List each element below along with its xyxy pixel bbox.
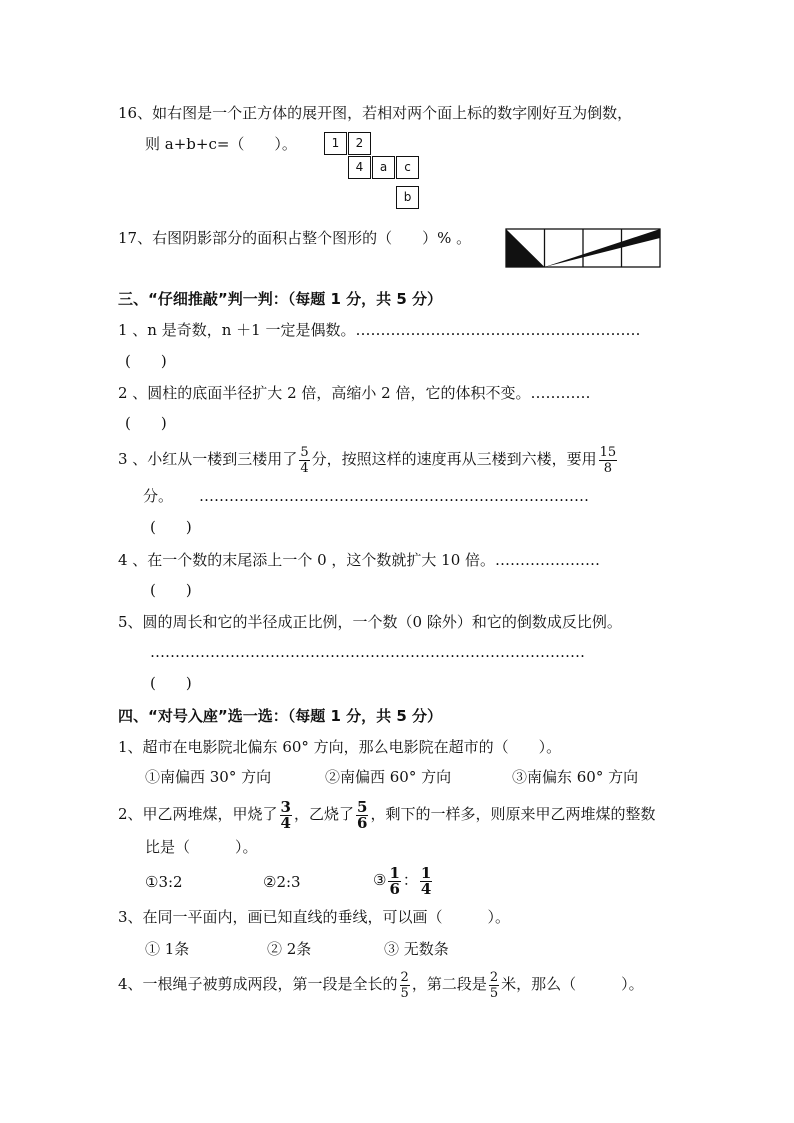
judge-text: 3 、小红从一楼到三楼用了 <box>118 450 298 468</box>
option[interactable]: ③ $\frac{1}{6}$ ： $\frac{1}{4}$ <box>373 863 432 898</box>
fraction: $\frac{15}{8}$ <box>599 444 617 476</box>
net-cell: c <box>396 156 419 179</box>
dot-leader: ………………………………………………… <box>355 321 641 339</box>
choice-q1: 1、超市在电影院北偏东 60° 方向，那么电影院在超市的（ ）。 <box>118 738 562 756</box>
judge-item-1 <box>118 320 640 340</box>
answer-bracket[interactable]: ( ) <box>125 414 167 432</box>
judge-item-3: 3 、小红从一楼到三楼用了 $\frac{5}{4}$ 分，按照这样的速度再从三楼到六楼，要用 $\frac{15}{8}$ <box>118 444 617 476</box>
answer-bracket[interactable]: ( ) <box>150 674 192 692</box>
option[interactable]: ②南偏西 60° 方向 <box>325 768 452 786</box>
net-cell: 2 <box>348 132 371 155</box>
option[interactable]: ①3:2 <box>145 873 183 891</box>
option[interactable]: ① 1条 <box>145 940 190 958</box>
choice-q2: 2、甲乙两堆煤，甲烧了 $\frac{3}{4}$ ，乙烧了 $\frac{5}{6}$ ，剩下的一样多，则原来甲乙两堆煤的整数 <box>118 797 656 832</box>
q17-text: 17、右图阴影部分的面积占整个图形的（ ）% 。 <box>118 229 472 247</box>
judge-text: 4 、在一个数的末尾添上一个 0 ，这个数就扩大 10 倍。 <box>118 551 496 569</box>
shaded-area-figure <box>505 228 661 270</box>
judge-text: 2 、圆柱的底面半径扩大 2 倍，高缩小 2 倍，它的体积不变。 <box>118 384 531 402</box>
net-cell: b <box>396 186 419 209</box>
fraction: $\frac{5}{6}$ <box>357 797 368 832</box>
section3-title: 三、“仔细推敲”判一判：（每题 1 分，共 5 分） <box>118 290 442 308</box>
option[interactable]: ② 2条 <box>267 940 312 958</box>
section4-title: 四、“对号入座”选一选：（每题 1 分，共 5 分） <box>118 707 442 725</box>
net-cell: 4 <box>348 156 371 179</box>
dot-leader: ………………… <box>495 551 601 569</box>
fraction: $\frac{1}{4}$ <box>420 863 432 898</box>
option[interactable]: ②2:3 <box>263 873 301 891</box>
answer-bracket[interactable]: ( ) <box>150 518 192 536</box>
fraction: $\frac{1}{6}$ <box>389 863 400 898</box>
dot-leader: …………………………………………………………………… <box>199 487 589 505</box>
judge-item-4 <box>118 550 600 570</box>
q16-line1: 16、如右图是一个正方体的展开图，若相对两个面上标的数字刚好互为倒数， <box>118 104 633 122</box>
net-cell: 1 <box>324 132 347 155</box>
choice-q4: 4、一根绳子被剪成两段，第一段是全长的 $\frac{2}{5}$ ，第二段是 $\frac{2}{5}$ 米，那么（ ）。 <box>118 969 644 1001</box>
option[interactable]: ③ 无数条 <box>384 940 449 958</box>
dot-leader: ………… <box>530 384 591 402</box>
dot-leader: …………………………………………………………………………… <box>150 643 585 661</box>
choice-q3: 3、在同一平面内，画已知直线的垂线，可以画（ ）。 <box>118 908 511 926</box>
answer-bracket[interactable]: ( ) <box>125 352 167 370</box>
choice-q2-line2: 比是（ ）。 <box>145 838 258 856</box>
fraction: $\frac{2}{5}$ <box>489 969 499 1001</box>
judge-text: 1 、n 是奇数，n ＋1 一定是偶数。 <box>118 321 356 339</box>
option[interactable]: ③南偏东 60° 方向 <box>512 768 639 786</box>
judge-item-2 <box>118 383 590 403</box>
judge-text-cont: 分。 <box>143 487 174 505</box>
q16-line2: 则 a+b+c=（ ）。 <box>145 135 297 153</box>
judge-item-5: 5、圆的周长和它的半径成正比例，一个数（0 除外）和它的倒数成反比例。 <box>118 613 622 631</box>
option[interactable]: ①南偏西 30° 方向 <box>145 768 272 786</box>
fraction: $\frac{5}{4}$ <box>300 444 309 476</box>
fraction: $\frac{2}{5}$ <box>400 969 409 1001</box>
answer-bracket[interactable]: ( ) <box>150 581 192 599</box>
fraction: $\frac{3}{4}$ <box>280 797 291 832</box>
net-cell: a <box>372 156 395 179</box>
